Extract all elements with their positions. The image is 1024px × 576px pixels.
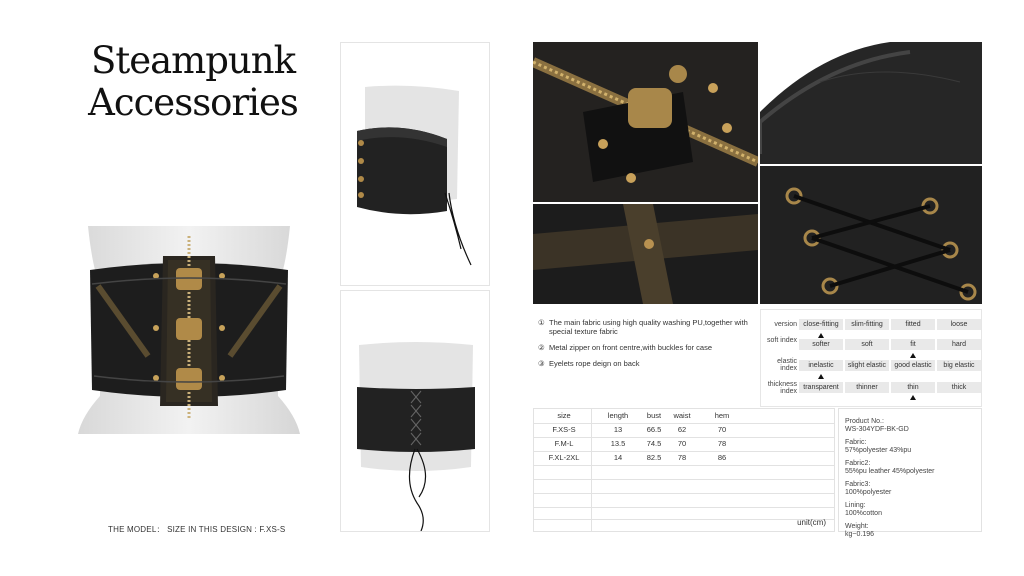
size-table-cell: 66.5 [646, 425, 662, 434]
product-info-label: Fabric3: [845, 481, 871, 488]
leather-edge-detail-image [760, 42, 982, 164]
product-info-label: Fabric: [845, 439, 867, 446]
product-info-label: Weight: [845, 523, 869, 530]
size-table-header: hem [714, 411, 730, 420]
lining-info [845, 502, 981, 518]
index-label: thickness index [767, 381, 797, 395]
index-option: fitted [891, 319, 935, 330]
index-option: loose [937, 319, 981, 330]
size-table-cell: 78 [677, 453, 687, 462]
index-selected-marker [818, 374, 824, 379]
size-table-cell: 13.5 [610, 439, 626, 448]
index-option: good elastic [891, 360, 935, 371]
feature-item [538, 318, 758, 336]
index-row-elastic [761, 360, 981, 382]
product-info-label: Lining: [845, 502, 866, 509]
index-option: fit [891, 339, 935, 350]
size-table-cell: 86 [717, 453, 727, 462]
index-option: hard [937, 339, 981, 350]
lacing-detail-image [760, 166, 982, 304]
fabric3-info [845, 481, 981, 497]
weight-info [845, 523, 981, 539]
feature-number: ② [538, 343, 545, 352]
page-title [88, 40, 298, 124]
clasp-detail-image [533, 42, 758, 202]
index-selected-marker [910, 395, 916, 400]
product-info-value: 55%pu leather 45%polyester [845, 468, 935, 475]
size-table-cell: 78 [717, 439, 727, 448]
feature-text: Eyelets rope deign on back [549, 359, 640, 368]
product-info-label: Fabric2: [845, 460, 871, 467]
model-size-note: THE MODEL： SIZE IN THIS DESIGN : F.XS-S [108, 525, 286, 534]
index-label: version [774, 321, 797, 328]
size-table-cell: F.XL-2XL [548, 453, 580, 462]
feature-number: ① [538, 318, 545, 327]
fabric-info [845, 439, 981, 455]
size-table-header: length [607, 411, 629, 420]
index-option: thin [891, 382, 935, 393]
fit-index-chart [760, 309, 982, 407]
index-option: thick [937, 382, 981, 393]
index-selected-marker [910, 353, 916, 358]
fabric2-info [845, 460, 981, 476]
size-table-header: size [557, 411, 571, 420]
side-view-image [340, 42, 490, 286]
index-option: soft [845, 339, 889, 350]
product-info [838, 408, 982, 538]
index-option: close-fitting [799, 319, 843, 330]
size-table-cell: 13 [613, 425, 623, 434]
product-info-label: Product No.: [845, 418, 884, 425]
size-table-cell: F.M-L [554, 439, 574, 448]
index-option: big elastic [937, 360, 981, 371]
back-view-image [340, 290, 490, 532]
size-table-header: bust [646, 411, 662, 420]
index-option: thinner [845, 382, 889, 393]
size-table-header: waist [673, 411, 691, 420]
feature-item [538, 343, 758, 352]
size-table-cell: 14 [613, 453, 623, 462]
size-table-cell: 70 [677, 439, 687, 448]
size-table-unit: unit(cm) [797, 518, 826, 527]
product-number [845, 418, 981, 434]
main-front-image [68, 226, 310, 434]
product-info-value: 57%polyester 43%pu [845, 447, 912, 454]
index-label: elastic index [777, 358, 797, 372]
index-option: slight elastic [845, 360, 889, 371]
index-option: transparent [799, 382, 843, 393]
title-line-1: Steampunk [90, 39, 296, 82]
index-option: slim-fitting [845, 319, 889, 330]
size-table-cell: 70 [717, 425, 727, 434]
product-info-value: 100%polyester [845, 489, 892, 496]
title-line-2: Accessories [88, 81, 298, 124]
index-row-thickness [761, 382, 981, 404]
product-info-value: 100%cotton [845, 510, 882, 517]
size-table [533, 408, 835, 532]
feature-list [538, 318, 758, 375]
product-info-value: kg~0.196 [845, 531, 874, 538]
size-table-cell: F.XS-S [552, 425, 576, 434]
index-option: softer [799, 339, 843, 350]
size-table-cell: 74.5 [646, 439, 662, 448]
feature-number: ③ [538, 359, 545, 368]
size-table-cell: 82.5 [646, 453, 662, 462]
feature-item [538, 359, 758, 368]
index-label: soft index [767, 337, 797, 344]
index-selected-marker [818, 333, 824, 338]
feature-text: Metal zipper on front centre,with buckles for case [549, 343, 712, 352]
feature-text: The main fabric using high quality washing PU,together with special texture fabric [549, 318, 748, 336]
strap-detail-image [533, 204, 758, 304]
size-table-cell: 62 [677, 425, 687, 434]
index-option: inelastic [799, 360, 843, 371]
product-info-value: WS-304YDF-BK-GD [845, 426, 909, 433]
